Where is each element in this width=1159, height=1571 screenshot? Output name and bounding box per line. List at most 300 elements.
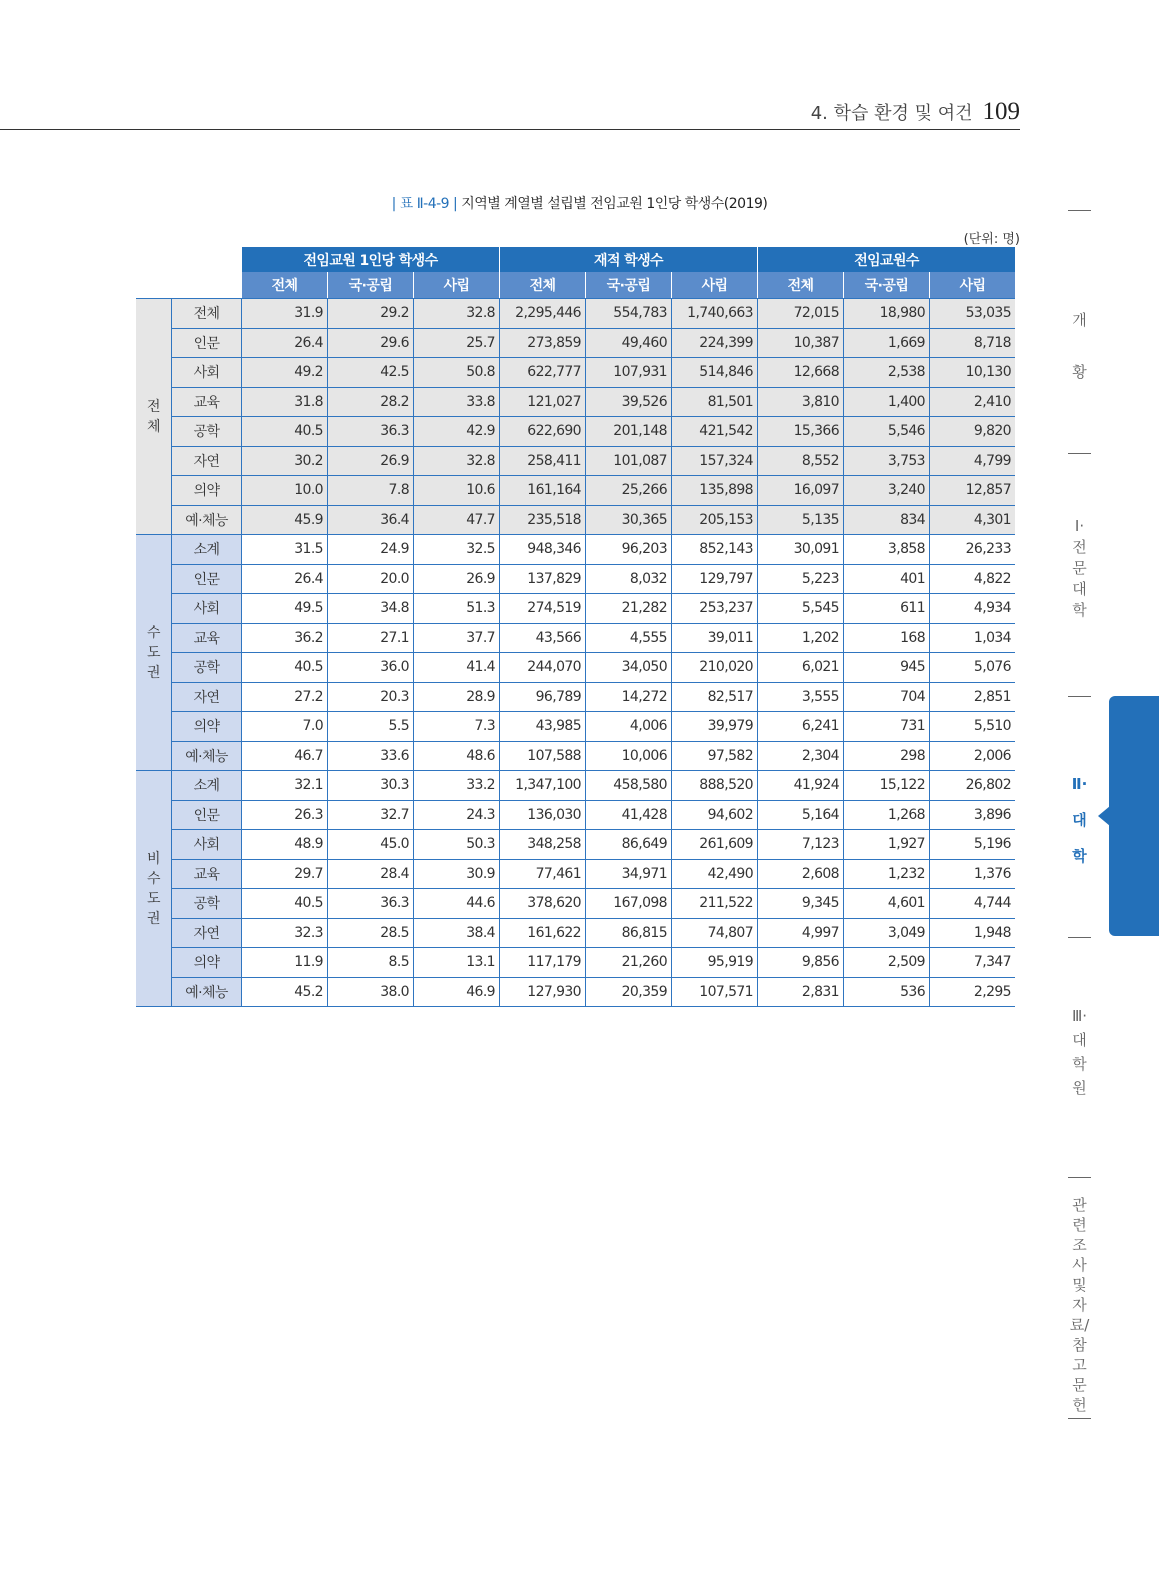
value-cell: 42.5 [328, 358, 414, 388]
value-cell: 42.9 [414, 417, 500, 447]
value-cell: 945 [844, 653, 930, 683]
value-cell: 28.2 [328, 387, 414, 417]
value-cell: 7,347 [930, 948, 1016, 978]
value-cell: 20,359 [586, 977, 672, 1007]
value-cell: 36.2 [242, 623, 328, 653]
value-cell: 167,098 [586, 889, 672, 919]
value-cell: 101,087 [586, 446, 672, 476]
value-cell: 1,347,100 [500, 771, 586, 801]
value-cell: 622,690 [500, 417, 586, 447]
table-row [136, 535, 1015, 565]
region-cell [136, 771, 172, 1007]
value-cell: 348,258 [500, 830, 586, 860]
active-section-tab [1109, 696, 1159, 936]
value-cell: 7.8 [328, 476, 414, 506]
side-nav-divider [1068, 1177, 1091, 1178]
value-cell: 41,428 [586, 800, 672, 830]
side-nav-divider [1068, 210, 1091, 211]
value-cell: 731 [844, 712, 930, 742]
value-cell: 3,810 [758, 387, 844, 417]
table-row [136, 918, 1015, 948]
table-row [136, 682, 1015, 712]
value-cell: 3,753 [844, 446, 930, 476]
value-cell: 36.3 [328, 889, 414, 919]
value-cell: 1,400 [844, 387, 930, 417]
value-cell: 28.9 [414, 682, 500, 712]
value-cell: 3,896 [930, 800, 1016, 830]
value-cell: 2,295 [930, 977, 1016, 1007]
value-cell: 26.4 [242, 328, 328, 358]
value-cell: 3,049 [844, 918, 930, 948]
value-cell: 15,366 [758, 417, 844, 447]
value-cell: 39,979 [672, 712, 758, 742]
value-cell: 48.6 [414, 741, 500, 771]
value-cell: 6,241 [758, 712, 844, 742]
value-cell: 4,555 [586, 623, 672, 653]
value-cell: 8.5 [328, 948, 414, 978]
value-cell: 5,545 [758, 594, 844, 624]
table-row [136, 859, 1015, 889]
value-cell: 45.2 [242, 977, 328, 1007]
table-row [136, 977, 1015, 1007]
value-cell: 168 [844, 623, 930, 653]
value-cell: 43,985 [500, 712, 586, 742]
value-cell: 26,802 [930, 771, 1016, 801]
field-cell: 자연 [172, 682, 242, 712]
value-cell: 72,015 [758, 299, 844, 329]
column-header: 국·공립 [328, 272, 414, 299]
side-nav-item[interactable]: Ⅰ·전문대학 [1072, 517, 1087, 619]
side-nav-item[interactable]: Ⅲ·대학원 [1071, 1007, 1088, 1097]
value-cell: 5,223 [758, 564, 844, 594]
region-label: 비수도권 [147, 850, 160, 927]
value-cell: 94,602 [672, 800, 758, 830]
value-cell: 253,237 [672, 594, 758, 624]
value-cell: 12,668 [758, 358, 844, 388]
value-cell: 26.9 [414, 564, 500, 594]
value-cell: 30.3 [328, 771, 414, 801]
value-cell: 46.9 [414, 977, 500, 1007]
value-cell: 10,006 [586, 741, 672, 771]
value-cell: 7.3 [414, 712, 500, 742]
value-cell: 421,542 [672, 417, 758, 447]
field-cell: 인문 [172, 800, 242, 830]
value-cell: 43,566 [500, 623, 586, 653]
table-row [136, 800, 1015, 830]
field-cell: 전체 [172, 299, 242, 329]
value-cell: 4,934 [930, 594, 1016, 624]
value-cell: 31.5 [242, 535, 328, 565]
column-header: 전체 [500, 272, 586, 299]
value-cell: 3,555 [758, 682, 844, 712]
region-cell [136, 535, 172, 771]
value-cell: 25,266 [586, 476, 672, 506]
value-cell: 30.9 [414, 859, 500, 889]
value-cell: 9,820 [930, 417, 1016, 447]
field-cell: 자연 [172, 446, 242, 476]
value-cell: 5,546 [844, 417, 930, 447]
table-row [136, 417, 1015, 447]
value-cell: 2,410 [930, 387, 1016, 417]
value-cell: 38.4 [414, 918, 500, 948]
value-cell: 40.5 [242, 417, 328, 447]
value-cell: 26,233 [930, 535, 1016, 565]
value-cell: 9,345 [758, 889, 844, 919]
value-cell: 10.0 [242, 476, 328, 506]
value-cell: 107,571 [672, 977, 758, 1007]
side-nav-item[interactable]: 개황 [1072, 311, 1087, 381]
value-cell: 29.2 [328, 299, 414, 329]
value-cell: 29.6 [328, 328, 414, 358]
field-cell: 인문 [172, 564, 242, 594]
value-cell: 1,740,663 [672, 299, 758, 329]
value-cell: 34,050 [586, 653, 672, 683]
value-cell: 1,202 [758, 623, 844, 653]
table-row [136, 387, 1015, 417]
value-cell: 235,518 [500, 505, 586, 535]
value-cell: 107,588 [500, 741, 586, 771]
value-cell: 10,387 [758, 328, 844, 358]
value-cell: 137,829 [500, 564, 586, 594]
page-number: 109 [982, 98, 1020, 125]
value-cell: 32.8 [414, 299, 500, 329]
value-cell: 27.2 [242, 682, 328, 712]
value-cell: 210,020 [672, 653, 758, 683]
field-cell: 의약 [172, 476, 242, 506]
value-cell: 32.5 [414, 535, 500, 565]
field-cell: 공학 [172, 889, 242, 919]
value-cell: 31.9 [242, 299, 328, 329]
value-cell: 4,006 [586, 712, 672, 742]
value-cell: 21,282 [586, 594, 672, 624]
value-cell: 401 [844, 564, 930, 594]
column-header: 전체 [242, 272, 328, 299]
table-number: | 표 Ⅱ-4-9 | [391, 196, 458, 212]
value-cell: 38.0 [328, 977, 414, 1007]
value-cell: 2,851 [930, 682, 1016, 712]
value-cell: 11.9 [242, 948, 328, 978]
value-cell: 514,846 [672, 358, 758, 388]
value-cell: 1,268 [844, 800, 930, 830]
table-row [136, 594, 1015, 624]
column-header: 사립 [930, 272, 1016, 299]
value-cell: 5.5 [328, 712, 414, 742]
value-cell: 5,164 [758, 800, 844, 830]
value-cell: 4,997 [758, 918, 844, 948]
value-cell: 211,522 [672, 889, 758, 919]
field-cell: 사회 [172, 594, 242, 624]
value-cell: 107,931 [586, 358, 672, 388]
value-cell: 852,143 [672, 535, 758, 565]
table-row [136, 948, 1015, 978]
value-cell: 10,130 [930, 358, 1016, 388]
value-cell: 4,301 [930, 505, 1016, 535]
value-cell: 36.3 [328, 417, 414, 447]
value-cell: 34.8 [328, 594, 414, 624]
value-cell: 136,030 [500, 800, 586, 830]
value-cell: 36.0 [328, 653, 414, 683]
field-cell: 예·체능 [172, 505, 242, 535]
value-cell: 86,649 [586, 830, 672, 860]
header-rule [0, 129, 1020, 130]
table-row [136, 358, 1015, 388]
table-title: 지역별 계열별 설립별 전임교원 1인당 학생수(2019) [461, 196, 768, 212]
value-cell: 622,777 [500, 358, 586, 388]
value-cell: 24.9 [328, 535, 414, 565]
value-cell: 611 [844, 594, 930, 624]
value-cell: 32.8 [414, 446, 500, 476]
field-cell: 소계 [172, 535, 242, 565]
table-row [136, 889, 1015, 919]
value-cell: 37.7 [414, 623, 500, 653]
column-header: 사립 [672, 272, 758, 299]
value-cell: 5,196 [930, 830, 1016, 860]
value-cell: 1,232 [844, 859, 930, 889]
value-cell: 18,980 [844, 299, 930, 329]
value-cell: 21,260 [586, 948, 672, 978]
value-cell: 6,021 [758, 653, 844, 683]
value-cell: 25.7 [414, 328, 500, 358]
value-cell: 20.0 [328, 564, 414, 594]
value-cell: 36.4 [328, 505, 414, 535]
value-cell: 205,153 [672, 505, 758, 535]
field-cell: 교육 [172, 859, 242, 889]
table-caption [0, 193, 1159, 213]
value-cell: 127,930 [500, 977, 586, 1007]
value-cell: 298 [844, 741, 930, 771]
running-header [811, 98, 1020, 126]
value-cell: 1,376 [930, 859, 1016, 889]
value-cell: 50.3 [414, 830, 500, 860]
field-cell: 의약 [172, 948, 242, 978]
field-cell: 인문 [172, 328, 242, 358]
value-cell: 261,609 [672, 830, 758, 860]
subheader-row [136, 272, 1015, 299]
value-cell: 81,501 [672, 387, 758, 417]
value-cell: 4,799 [930, 446, 1016, 476]
value-cell: 32.7 [328, 800, 414, 830]
field-cell: 예·체능 [172, 741, 242, 771]
table-row [136, 476, 1015, 506]
value-cell: 135,898 [672, 476, 758, 506]
value-cell: 258,411 [500, 446, 586, 476]
value-cell: 31.8 [242, 387, 328, 417]
value-cell: 86,815 [586, 918, 672, 948]
value-cell: 30,091 [758, 535, 844, 565]
value-cell: 157,324 [672, 446, 758, 476]
side-nav-item[interactable]: 관련조사 및 자료/참고문헌 [1069, 1196, 1090, 1414]
value-cell: 7.0 [242, 712, 328, 742]
group-header: 재적 학생수 [500, 247, 758, 272]
value-cell: 33.6 [328, 741, 414, 771]
value-cell: 95,919 [672, 948, 758, 978]
value-cell: 49.2 [242, 358, 328, 388]
value-cell: 201,148 [586, 417, 672, 447]
value-cell: 28.4 [328, 859, 414, 889]
value-cell: 8,032 [586, 564, 672, 594]
value-cell: 32.3 [242, 918, 328, 948]
table-row [136, 564, 1015, 594]
value-cell: 33.8 [414, 387, 500, 417]
value-cell: 32.1 [242, 771, 328, 801]
value-cell: 5,135 [758, 505, 844, 535]
column-header: 사립 [414, 272, 500, 299]
table-row [136, 623, 1015, 653]
value-cell: 30.2 [242, 446, 328, 476]
value-cell: 16,097 [758, 476, 844, 506]
field-cell: 자연 [172, 918, 242, 948]
side-nav-item[interactable]: Ⅱ·대학 [1071, 775, 1088, 865]
value-cell: 161,164 [500, 476, 586, 506]
value-cell: 51.3 [414, 594, 500, 624]
value-cell: 53,035 [930, 299, 1016, 329]
chapter-title: 4. 학습 환경 및 여건 [810, 103, 973, 124]
value-cell: 9,856 [758, 948, 844, 978]
unit-label: (단위: 명) [963, 232, 1020, 247]
value-cell: 2,509 [844, 948, 930, 978]
value-cell: 4,822 [930, 564, 1016, 594]
value-cell: 4,744 [930, 889, 1016, 919]
value-cell: 4,601 [844, 889, 930, 919]
group-header: 전임교원 1인당 학생수 [242, 247, 500, 272]
table-row [136, 771, 1015, 801]
value-cell: 129,797 [672, 564, 758, 594]
value-cell: 1,669 [844, 328, 930, 358]
value-cell: 12,857 [930, 476, 1016, 506]
value-cell: 117,179 [500, 948, 586, 978]
value-cell: 1,948 [930, 918, 1016, 948]
table-row [136, 505, 1015, 535]
field-cell: 의약 [172, 712, 242, 742]
table-row [136, 299, 1015, 329]
value-cell: 30,365 [586, 505, 672, 535]
value-cell: 77,461 [500, 859, 586, 889]
value-cell: 2,538 [844, 358, 930, 388]
value-cell: 49.5 [242, 594, 328, 624]
region-cell [136, 299, 172, 535]
value-cell: 49,460 [586, 328, 672, 358]
value-cell: 2,295,446 [500, 299, 586, 329]
column-header: 전체 [758, 272, 844, 299]
value-cell: 274,519 [500, 594, 586, 624]
group-header: 전임교원수 [758, 247, 1016, 272]
value-cell: 41.4 [414, 653, 500, 683]
column-header: 국·공립 [586, 272, 672, 299]
value-cell: 74,807 [672, 918, 758, 948]
field-cell: 소계 [172, 771, 242, 801]
value-cell: 10.6 [414, 476, 500, 506]
value-cell: 96,203 [586, 535, 672, 565]
value-cell: 2,006 [930, 741, 1016, 771]
value-cell: 24.3 [414, 800, 500, 830]
value-cell: 8,718 [930, 328, 1016, 358]
value-cell: 121,027 [500, 387, 586, 417]
value-cell: 42,490 [672, 859, 758, 889]
value-cell: 13.1 [414, 948, 500, 978]
value-cell: 834 [844, 505, 930, 535]
side-nav-divider [1068, 937, 1091, 938]
value-cell: 5,510 [930, 712, 1016, 742]
field-cell: 사회 [172, 830, 242, 860]
value-cell: 29.7 [242, 859, 328, 889]
value-cell: 5,076 [930, 653, 1016, 683]
value-cell: 14,272 [586, 682, 672, 712]
value-cell: 273,859 [500, 328, 586, 358]
value-cell: 1,927 [844, 830, 930, 860]
value-cell: 33.2 [414, 771, 500, 801]
value-cell: 45.0 [328, 830, 414, 860]
value-cell: 458,580 [586, 771, 672, 801]
side-nav-divider [1068, 453, 1091, 454]
value-cell: 1,034 [930, 623, 1016, 653]
value-cell: 7,123 [758, 830, 844, 860]
value-cell: 45.9 [242, 505, 328, 535]
value-cell: 47.7 [414, 505, 500, 535]
value-cell: 46.7 [242, 741, 328, 771]
value-cell: 26.9 [328, 446, 414, 476]
value-cell: 48.9 [242, 830, 328, 860]
table-row [136, 712, 1015, 742]
value-cell: 40.5 [242, 653, 328, 683]
field-cell: 교육 [172, 623, 242, 653]
value-cell: 15,122 [844, 771, 930, 801]
value-cell: 888,520 [672, 771, 758, 801]
value-cell: 161,622 [500, 918, 586, 948]
value-cell: 224,399 [672, 328, 758, 358]
value-cell: 41,924 [758, 771, 844, 801]
field-cell: 사회 [172, 358, 242, 388]
field-cell: 예·체능 [172, 977, 242, 1007]
value-cell: 39,011 [672, 623, 758, 653]
value-cell: 536 [844, 977, 930, 1007]
value-cell: 40.5 [242, 889, 328, 919]
table-row [136, 741, 1015, 771]
value-cell: 26.4 [242, 564, 328, 594]
value-cell: 26.3 [242, 800, 328, 830]
field-cell: 공학 [172, 417, 242, 447]
value-cell: 2,831 [758, 977, 844, 1007]
table-row [136, 446, 1015, 476]
value-cell: 39,526 [586, 387, 672, 417]
value-cell: 82,517 [672, 682, 758, 712]
active-pointer-icon [1098, 806, 1110, 826]
value-cell: 20.3 [328, 682, 414, 712]
value-cell: 28.5 [328, 918, 414, 948]
value-cell: 554,783 [586, 299, 672, 329]
value-cell: 34,971 [586, 859, 672, 889]
value-cell: 244,070 [500, 653, 586, 683]
value-cell: 27.1 [328, 623, 414, 653]
value-cell: 948,346 [500, 535, 586, 565]
column-header: 국·공립 [844, 272, 930, 299]
table-row [136, 653, 1015, 683]
value-cell: 8,552 [758, 446, 844, 476]
side-nav-divider [1068, 1418, 1091, 1419]
value-cell: 96,789 [500, 682, 586, 712]
value-cell: 44.6 [414, 889, 500, 919]
region-label: 전체 [147, 398, 160, 435]
data-table [136, 247, 1015, 1007]
value-cell: 704 [844, 682, 930, 712]
field-cell: 교육 [172, 387, 242, 417]
value-cell: 50.8 [414, 358, 500, 388]
value-cell: 2,304 [758, 741, 844, 771]
value-cell: 3,240 [844, 476, 930, 506]
field-cell: 공학 [172, 653, 242, 683]
corner-cell [136, 247, 242, 299]
table-row [136, 328, 1015, 358]
value-cell: 2,608 [758, 859, 844, 889]
